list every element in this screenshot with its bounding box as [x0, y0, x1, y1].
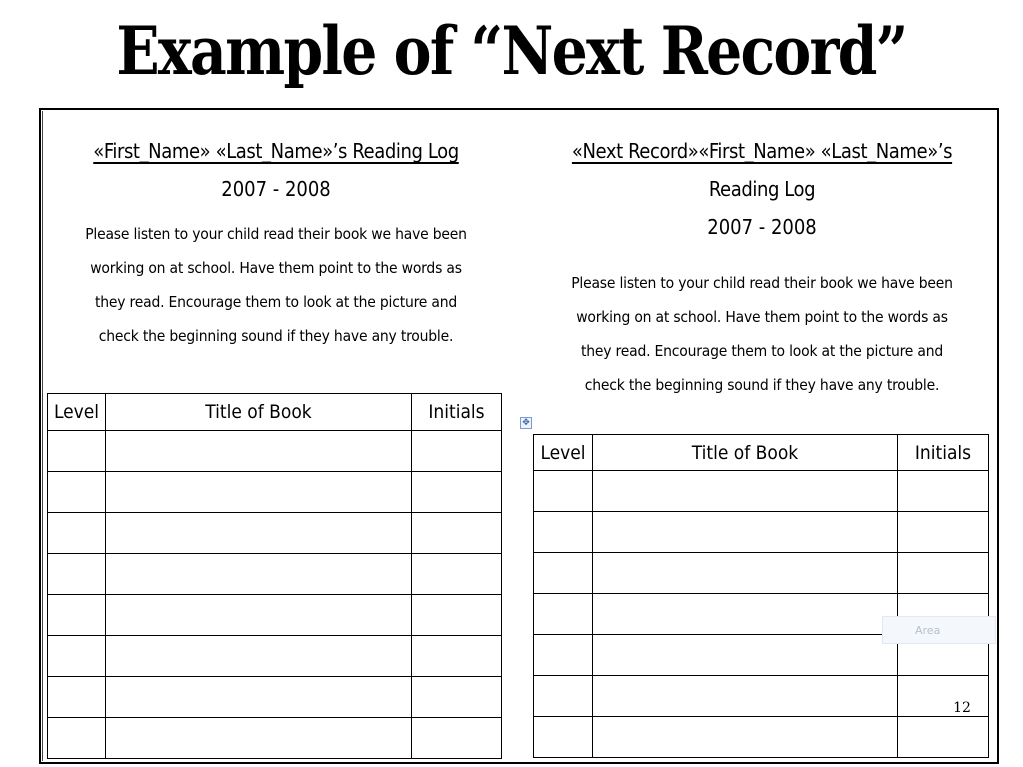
table-cell[interactable]: [48, 595, 106, 636]
slide-number: 12: [953, 700, 971, 716]
initials-column-header: Initials: [412, 394, 502, 431]
right-instructions-line: check the beginning sound if they have any trouble.: [584, 376, 940, 394]
right-log-heading: «Next Record»«First_Name» «Last_Name»’s: [571, 139, 953, 163]
right-reading-log-table: [533, 434, 989, 758]
table-cell[interactable]: [106, 431, 412, 472]
table-cell[interactable]: [48, 636, 106, 677]
table-cell[interactable]: [898, 717, 989, 758]
left-year: 2007 - 2008: [221, 177, 331, 201]
table-cell[interactable]: [412, 513, 502, 554]
left-instructions-line: they read. Encourage them to look at the picture and: [94, 293, 458, 311]
left-instructions-line: working on at school. Have them point to the words as: [90, 259, 462, 277]
table-cell[interactable]: [593, 635, 898, 676]
table-row: [48, 677, 502, 718]
left-instructions-line: check the beginning sound if they have any trouble.: [98, 327, 454, 345]
table-cell[interactable]: [48, 554, 106, 595]
table-cell[interactable]: [593, 471, 898, 512]
level-column-header: Level: [48, 394, 106, 431]
left-instructions: [46, 217, 506, 353]
table-row: [48, 431, 502, 472]
table-cell[interactable]: [412, 718, 502, 759]
table-cell[interactable]: [48, 513, 106, 554]
table-cell[interactable]: [534, 594, 593, 635]
table-cell[interactable]: [48, 718, 106, 759]
table-cell[interactable]: [412, 472, 502, 513]
table-row: [534, 717, 989, 758]
table-header-row: [534, 435, 989, 471]
table-cell[interactable]: [534, 553, 593, 594]
table-cell[interactable]: [106, 636, 412, 677]
initials-column-header: Initials: [898, 435, 989, 471]
table-cell[interactable]: [412, 554, 502, 595]
table-cell[interactable]: [593, 676, 898, 717]
left-reading-log-table: [47, 393, 502, 759]
table-row: [48, 718, 502, 759]
table-cell[interactable]: [534, 717, 593, 758]
right-table-body: [534, 471, 989, 758]
table-row: [534, 676, 989, 717]
table-cell[interactable]: [534, 471, 593, 512]
table-cell[interactable]: [106, 513, 412, 554]
left-instructions-line: Please listen to your child read their book we have been: [85, 225, 467, 243]
table-row: [48, 513, 502, 554]
move-cross-icon[interactable]: ✥: [520, 417, 532, 429]
table-cell[interactable]: [48, 677, 106, 718]
table-cell[interactable]: [106, 677, 412, 718]
right-instructions-line: working on at school. Have them point to the words as: [576, 308, 948, 326]
title-column-header: Title of Book: [106, 394, 412, 431]
table-row: [48, 636, 502, 677]
table-header-row: [48, 394, 502, 431]
table-cell[interactable]: [593, 594, 898, 635]
table-cell[interactable]: [534, 635, 593, 676]
table-row: [534, 471, 989, 512]
table-cell[interactable]: [48, 472, 106, 513]
table-cell[interactable]: [106, 718, 412, 759]
table-cell[interactable]: [412, 595, 502, 636]
table-cell[interactable]: [898, 553, 989, 594]
table-cell[interactable]: [106, 472, 412, 513]
table-cell[interactable]: [593, 717, 898, 758]
right-instructions: [527, 266, 997, 402]
area-tooltip: Area: [882, 616, 996, 644]
right-instructions-line: Please listen to your child read their book we have been: [571, 274, 953, 292]
level-column-header: Level: [534, 435, 593, 471]
table-cell[interactable]: [48, 431, 106, 472]
table-row: [534, 512, 989, 553]
table-cell[interactable]: [106, 554, 412, 595]
table-cell[interactable]: [593, 553, 898, 594]
table-cell[interactable]: [898, 471, 989, 512]
table-cell[interactable]: [412, 431, 502, 472]
right-year: 2007 - 2008: [707, 215, 817, 239]
table-cell[interactable]: [534, 676, 593, 717]
slide-title: Example of “Next Record”: [116, 12, 907, 90]
table-cell[interactable]: [534, 512, 593, 553]
table-row: [48, 595, 502, 636]
table-cell[interactable]: [898, 512, 989, 553]
table-cell[interactable]: [412, 677, 502, 718]
table-cell[interactable]: [412, 636, 502, 677]
left-table-body: [48, 431, 502, 759]
table-cell[interactable]: [106, 595, 412, 636]
right-instructions-line: they read. Encourage them to look at the picture and: [580, 342, 944, 360]
table-row: [48, 554, 502, 595]
title-column-header: Title of Book: [593, 435, 898, 471]
left-log-heading: «First_Name» «Last_Name»’s Reading Log: [93, 139, 459, 163]
right-log-heading-line2: Reading Log: [708, 177, 816, 201]
table-row: [534, 553, 989, 594]
table-row: [48, 472, 502, 513]
table-cell[interactable]: [593, 512, 898, 553]
